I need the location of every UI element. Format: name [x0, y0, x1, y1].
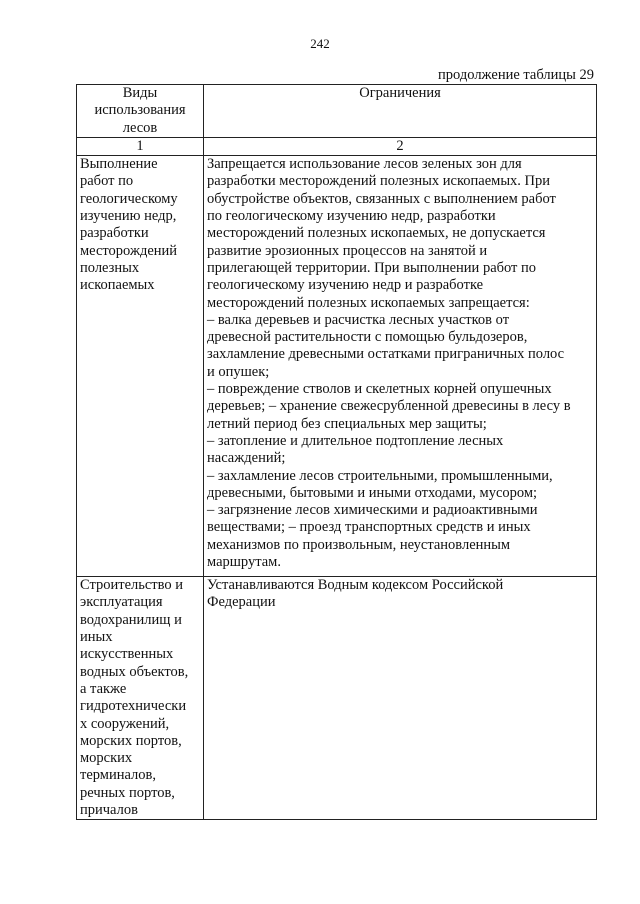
cell-text-line: разработки [80, 225, 149, 242]
cell-text-line: работ по [80, 173, 134, 190]
cell-text-line: древесной растительности с помощью бульдозеров, [207, 329, 528, 346]
cell-text-line: – повреждение стволов и скелетных корней опушечных [207, 381, 552, 398]
table-continuation-label: продолжение таблицы 29 [438, 67, 594, 83]
header-forest-use-types [77, 85, 204, 138]
cell-text-line: захламление древесными остатками приграничных полос [207, 346, 565, 363]
cell-text-line: древесными, бытовыми и иными отходами, мусором; [207, 484, 538, 501]
column-number-1: 1 [77, 137, 204, 155]
cell-text-line: и опушек; [207, 363, 270, 380]
cell-text-line: – валка деревьев и расчистка лесных участков от [207, 311, 510, 328]
header-line: лесов [122, 119, 158, 136]
cell-text-line: эксплуатация [80, 594, 163, 611]
cell-text-line: месторождений полезных ископаемых, не допускается [207, 225, 546, 242]
cell-text-line: веществами; – проезд транспортных средств и иных [207, 519, 531, 536]
cell-text-line: развитие эрозионных процессов на занятой и [207, 242, 488, 259]
cell-text-line: летний период без специальных мер защиты; [207, 415, 487, 432]
cell-text-line: – захламление лесов строительными, промышленными, [207, 467, 553, 484]
cell-text-line: Строительство и [80, 577, 184, 594]
cell-text-line: разработки месторождений полезных ископаемых. При [207, 173, 551, 190]
cell-text-line: месторождений полезных ископаемых запрещается: [207, 294, 530, 311]
cell-text-line: полезных [80, 259, 140, 276]
cell-text-line: месторождений [80, 242, 178, 259]
cell-text-line: а также [80, 680, 127, 697]
table-row [77, 156, 597, 577]
row-1-restrictions [204, 156, 597, 577]
cell-text-line: изучению недр, [80, 208, 177, 225]
cell-text-line: Федерации [207, 594, 276, 611]
cell-text-line: по геологическому изучению недр, разработки [207, 208, 496, 225]
cell-text-line: механизмов по произвольным, неустановленным [207, 536, 511, 553]
cell-text-line: деревьев; – хранение свежесрубленной древесины в лесу в [207, 398, 571, 415]
cell-text-line: прилегающей территории. При выполнении работ по [207, 259, 537, 276]
cell-text-line: Устанавливаются Водным кодексом Российской [207, 577, 504, 594]
page-number: 242 [310, 36, 330, 51]
restrictions-table [76, 84, 597, 820]
table-row [77, 577, 597, 820]
row-2-restrictions [204, 577, 597, 820]
cell-text-line: морских [80, 750, 133, 767]
header-restrictions: Ограничения [204, 85, 597, 138]
cell-text-line: геологическому изучению недр и разработке [207, 277, 484, 294]
cell-text-line: искусственных [80, 646, 174, 663]
table-header-row [77, 85, 597, 138]
cell-text-line: геологическому [80, 190, 178, 207]
cell-text-line: Запрещается использование лесов зеленых зон для [207, 156, 522, 173]
header-line: использования [94, 102, 186, 119]
cell-text-line: насаждений; [207, 450, 286, 467]
cell-text-line: – затопление и длительное подтопление лесных [207, 432, 504, 449]
cell-text-line: водных объектов, [80, 663, 189, 680]
column-number-row [77, 137, 597, 155]
cell-text-line: терминалов, [80, 767, 157, 784]
cell-text-line: обустройстве объектов, связанных с выполнением работ [207, 190, 556, 207]
column-number-2: 2 [204, 137, 597, 155]
cell-text-line: гидротехнически [80, 698, 187, 715]
cell-text-line: иных [80, 629, 113, 646]
cell-text-line: речных портов, [80, 784, 175, 801]
header-line: Виды [122, 85, 158, 101]
cell-text-line: – загрязнение лесов химическими и радиоактивными [207, 502, 538, 519]
cell-text-line: маршрутам. [207, 554, 281, 571]
cell-text-line: Выполнение [80, 156, 158, 173]
cell-text-line: причалов [80, 802, 138, 819]
row-2-forest-use [77, 577, 204, 820]
cell-text-line: морских портов, [80, 732, 182, 749]
row-1-forest-use [77, 156, 204, 577]
cell-text-line: х сооружений, [80, 715, 170, 732]
cell-text-line: ископаемых [80, 277, 155, 294]
cell-text-line: водохранилищ и [80, 611, 182, 628]
